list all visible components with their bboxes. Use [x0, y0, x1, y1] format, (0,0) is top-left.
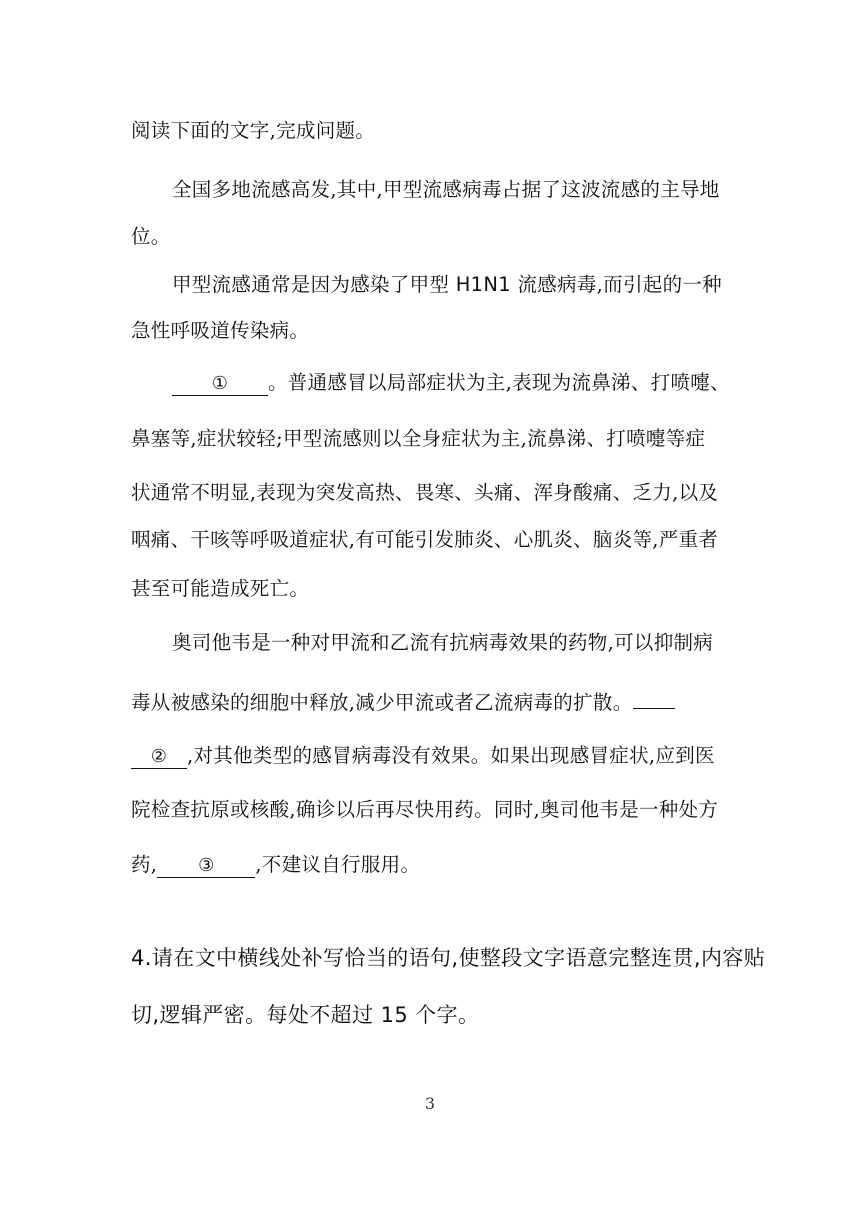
- paragraph-text: 流感病毒,而引起的一种: [517, 273, 722, 296]
- blank-2[interactable]: ②: [131, 746, 187, 769]
- blank-1[interactable]: ①: [172, 373, 268, 396]
- word-limit: 15: [380, 1003, 409, 1027]
- question-text: 个字。: [415, 1003, 480, 1027]
- paragraph-text: 咽痛、干咳等呼吸道症状,有可能引发肺炎、心肌炎、脑炎等,严重者: [131, 528, 719, 551]
- paragraph-text: 位。: [131, 225, 171, 248]
- paragraph-1-line-2: [131, 224, 171, 250]
- page-number: 3: [424, 1094, 436, 1113]
- paragraph-3-line-4: [131, 527, 718, 553]
- question-text: 4.请在文中横线处补写恰当的语句,使整段文字语意完整连贯,内容贴: [131, 946, 766, 970]
- question-line-2: [131, 1002, 479, 1028]
- paragraph-3-line-3: [131, 480, 718, 506]
- intro-line: [131, 118, 375, 144]
- paragraph-text: 院检查抗原或核酸,确诊以后再尽快用药。同时,奥司他韦是一种处方: [131, 798, 719, 821]
- paragraph-4-line-2: [131, 690, 675, 716]
- paragraph-text: 奥司他韦是一种对甲流和乙流有抗病毒效果的药物,可以抑制病: [172, 631, 714, 654]
- paragraph-3-line-5: [131, 576, 309, 602]
- paragraph-4-line-3: [131, 743, 715, 769]
- paragraph-3-line-1: [172, 370, 730, 396]
- paragraph-2-line-1: [172, 272, 722, 298]
- paragraph-4-line-1: [172, 630, 713, 656]
- blank-2-lead[interactable]: [633, 708, 675, 709]
- paragraph-text: 急性呼吸道传染病。: [131, 319, 310, 342]
- question-text: 切,逻辑严密。每处不超过: [131, 1003, 374, 1027]
- paragraph-2-line-2: [131, 318, 309, 344]
- paragraph-text: 。普通感冒以局部症状为主,表现为流鼻涕、打喷嚏、: [268, 371, 730, 394]
- virus-name: H1N1: [455, 273, 511, 296]
- paragraph-4-line-4: [131, 797, 718, 823]
- paragraph-text: 药,: [131, 853, 158, 876]
- paragraph-4-line-5: [131, 852, 420, 878]
- paragraph-3-line-2: [131, 426, 705, 452]
- paragraph-text: 全国多地流感高发,其中,甲型流感病毒占据了这波流感的主导地: [172, 178, 720, 201]
- intro-text: 阅读下面的文字,完成问题。: [131, 119, 376, 142]
- paragraph-text: ,不建议自行服用。: [255, 853, 421, 876]
- paragraph-text: 状通常不明显,表现为突发高热、畏寒、头痛、浑身酸痛、乏力,以及: [131, 481, 719, 504]
- paragraph-1-line-1: [172, 177, 720, 203]
- paragraph-text: ,对其他类型的感冒病毒没有效果。如果出现感冒症状,应到医: [187, 744, 715, 767]
- paragraph-text: 甚至可能造成死亡。: [131, 577, 310, 600]
- blank-3[interactable]: ③: [157, 855, 255, 878]
- paragraph-text: 毒从被感染的细胞中释放,减少甲流或者乙流病毒的扩散。: [131, 691, 633, 714]
- question-line-1: [131, 945, 765, 971]
- paragraph-text: 甲型流感通常是因为感染了甲型: [172, 273, 450, 296]
- paragraph-text: 鼻塞等,症状较轻;甲型流感则以全身症状为主,流鼻涕、打喷嚏等症: [131, 427, 706, 450]
